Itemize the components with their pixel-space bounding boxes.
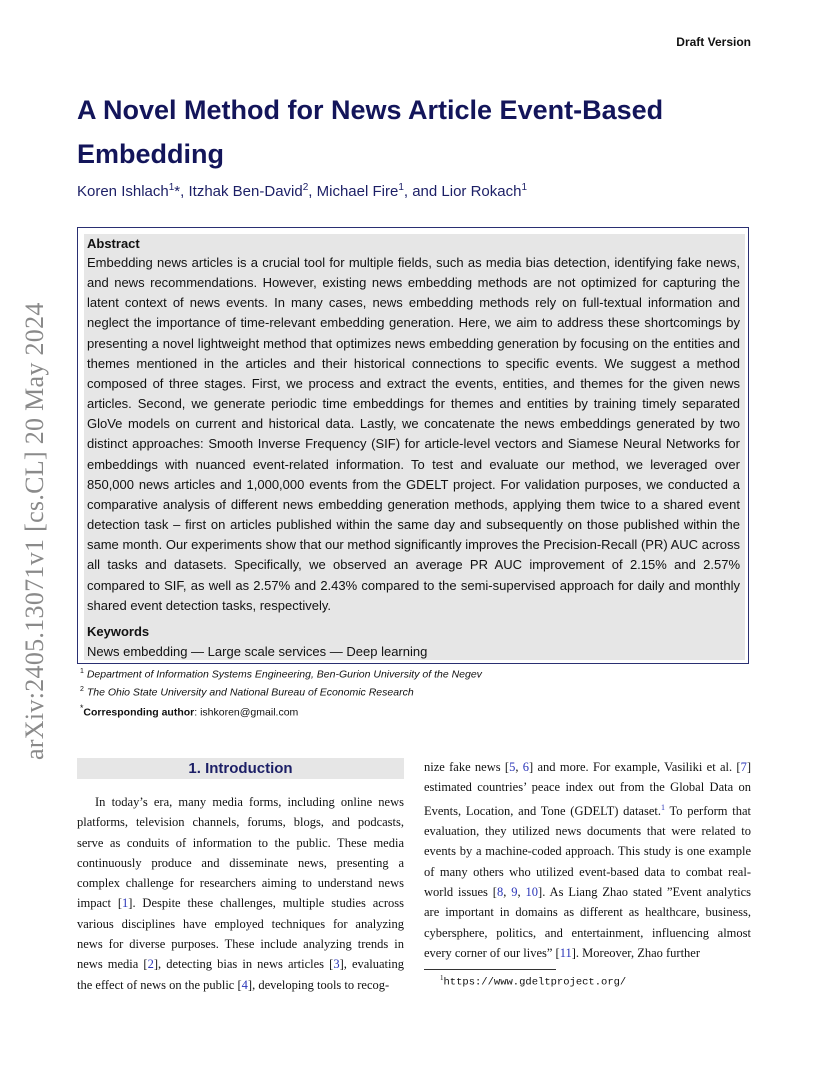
- paragraph-text: ]. As Liang Zhao stated ”Event analytics are important in domains as different as healthcare, business, cybersphere, politics, and entertainment, influencing almost every corner of our lives” [: [424, 884, 752, 960]
- paragraph-text: In today’s era, many media forms, including online news platforms, television channels, forums, blogs, and podcasts, serve as conduits of information to the public. These media continuously produce and disseminate news, presenting a complex challenge for researchers aiming to understand news impact [: [77, 795, 404, 911]
- author-name: and Lior Rokach: [412, 183, 522, 200]
- affiliation-mark: 1: [521, 182, 528, 193]
- citation-link[interactable]: 9: [511, 884, 518, 899]
- abstract-heading: Abstract: [87, 236, 140, 251]
- paragraph-text: ] and more. For example, Vasiliki et al. [: [529, 760, 741, 774]
- affiliation-1: [80, 668, 482, 681]
- paragraph-text: nize fake news [: [424, 760, 510, 774]
- footnote-mark: 1: [440, 974, 444, 982]
- affiliation-mark: 2: [80, 686, 84, 693]
- abstract-box: [77, 227, 749, 664]
- affiliation-mark: 1: [168, 182, 175, 193]
- citation-link[interactable]: 3: [333, 957, 340, 972]
- paragraph-text: ], developing tools to recog-: [247, 977, 390, 992]
- citation-link[interactable]: 11: [559, 945, 572, 960]
- affiliation-text: The Ohio State University and National Bureau of Economic Research: [86, 686, 414, 699]
- affiliation-mark: 1: [398, 182, 404, 193]
- affiliation-2: [80, 686, 414, 699]
- affiliation-text: Department of Information Systems Engineering, Ben-Gurion University of the Negev: [86, 668, 482, 681]
- citation-link[interactable]: 10: [525, 884, 539, 899]
- corresponding-email: : ishkoren@gmail.com: [194, 706, 299, 719]
- paper-title: A Novel Method for News Article Event-Based Embedding: [77, 95, 664, 169]
- abstract-panel: [84, 234, 745, 660]
- citation-link[interactable]: 2: [147, 957, 154, 972]
- corresponding-mark: *: [174, 183, 181, 200]
- paragraph-text: ], detecting bias in news articles [: [153, 957, 334, 972]
- corresponding-mark: *: [80, 703, 84, 713]
- author-list: Koren Ishlach$^1$*, Itzhak Ben-David$^2$, Michael Fire$^1$, and Lior Rokach$^1$: [77, 182, 528, 200]
- citation-link[interactable]: 8: [496, 884, 504, 899]
- citation-link[interactable]: 4: [241, 977, 248, 992]
- footnote-divider: [424, 969, 556, 970]
- author-name: Michael Fire: [316, 183, 399, 200]
- section-title: 1. Introduction: [188, 760, 293, 777]
- footnote: [440, 974, 626, 989]
- intro-right-column: [424, 757, 751, 963]
- author-name: Koren Ishlach: [77, 183, 169, 200]
- keywords-text: News embedding — Large scale services — Deep learning: [87, 643, 428, 659]
- author-name: Itzhak Ben-David: [188, 183, 303, 200]
- abstract-text: Embedding news articles is a crucial tool for multiple fields, such as media bias detection, identifying fake news, and news recommendations. However, existing news embedding methods are not optimized for capturing the latent context of news events. In many cases, news embedding methods rely on full-textual information and neglect the importance of time-relevant embedding generation. Here, we aim to address these shortcomings by presenting a novel lightweight method that optimizes news embedding generation by focusing on the entities and themes mentioned in the articles and their historical connections to specific events. We suggest a method composed of three stages. First, we process and extract the events, entities, and themes for the given news articles. Second, we generate periodic time embeddings for themes and entities by training timely separated GloVe models on current and historical data. Lastly, we concatenate the news embeddings generated by two distinct approaches: Smooth Inverse Frequency (SIF) for article-level vectors and Siamese Neural Networks for embeddings with nuanced event-related information. To test and evaluate our method, we leveraged over 850,000 news articles and 1,000,000 events from the GDELT project. For validation purposes, we conducted a comparative analysis of different news embedding generation methods, applying them twice to a shared event detection task – first on articles published within the same day and subsequently on those published within the same month. Our experiments show that our method significantly improves the Precision-Recall (PR) AUC across all tasks and datasets. Specifically, we observed an average PR AUC improvement of 2.15% and 2.57% compared to SIF, as well as 2.57% and 2.43% compared to the semi-supervised approach for daily and monthly shared event detection tasks, respectively.: [87, 255, 740, 613]
- footnote-url[interactable]: https://www.gdeltproject.org/: [443, 976, 627, 989]
- paragraph-text: ,: [517, 884, 526, 899]
- citation-link[interactable]: 1: [660, 802, 665, 812]
- keywords-heading: Keywords: [87, 623, 150, 639]
- paragraph-text: ]. Moreover, Zhao further: [571, 945, 701, 960]
- draft-label: Draft Version: [676, 35, 751, 49]
- affiliation-mark: 2: [302, 182, 309, 193]
- paragraph-text: ,: [503, 884, 512, 899]
- corresponding-author: [80, 703, 298, 719]
- paragraph-text: To perform that evaluation, they utilized news documents that were related to events by a machine-coded approach. This study is one example of many others who utilized event-based data to combat real-world issues [: [424, 803, 751, 899]
- section-heading-bar: [77, 758, 404, 779]
- paragraph-text: ]. Despite these challenges, multiple studies across various disciplines have employed techniques for analyzing news for diverse purposes. These include analyzing trends in news media [: [77, 896, 404, 972]
- citation-link[interactable]: 6: [522, 760, 530, 774]
- paragraph-text: ,: [515, 760, 523, 774]
- paragraph-text: ] estimated countries’ peace index out from the Global Data on Events, Location, and Tone (GDELT) dataset.: [424, 760, 752, 818]
- paragraph-text: ], evaluating the effect of news on the public [: [77, 957, 405, 992]
- citation-link[interactable]: 5: [509, 760, 516, 774]
- affiliation-mark: 1: [80, 668, 84, 675]
- citation-link[interactable]: 7: [740, 760, 747, 774]
- corresponding-label: Corresponding author: [83, 706, 195, 719]
- intro-left-column: [77, 792, 404, 995]
- arxiv-identifier: arXiv:2405.13071v1 [cs.CL] 20 May 2024: [20, 302, 49, 760]
- citation-link[interactable]: 1: [122, 896, 129, 911]
